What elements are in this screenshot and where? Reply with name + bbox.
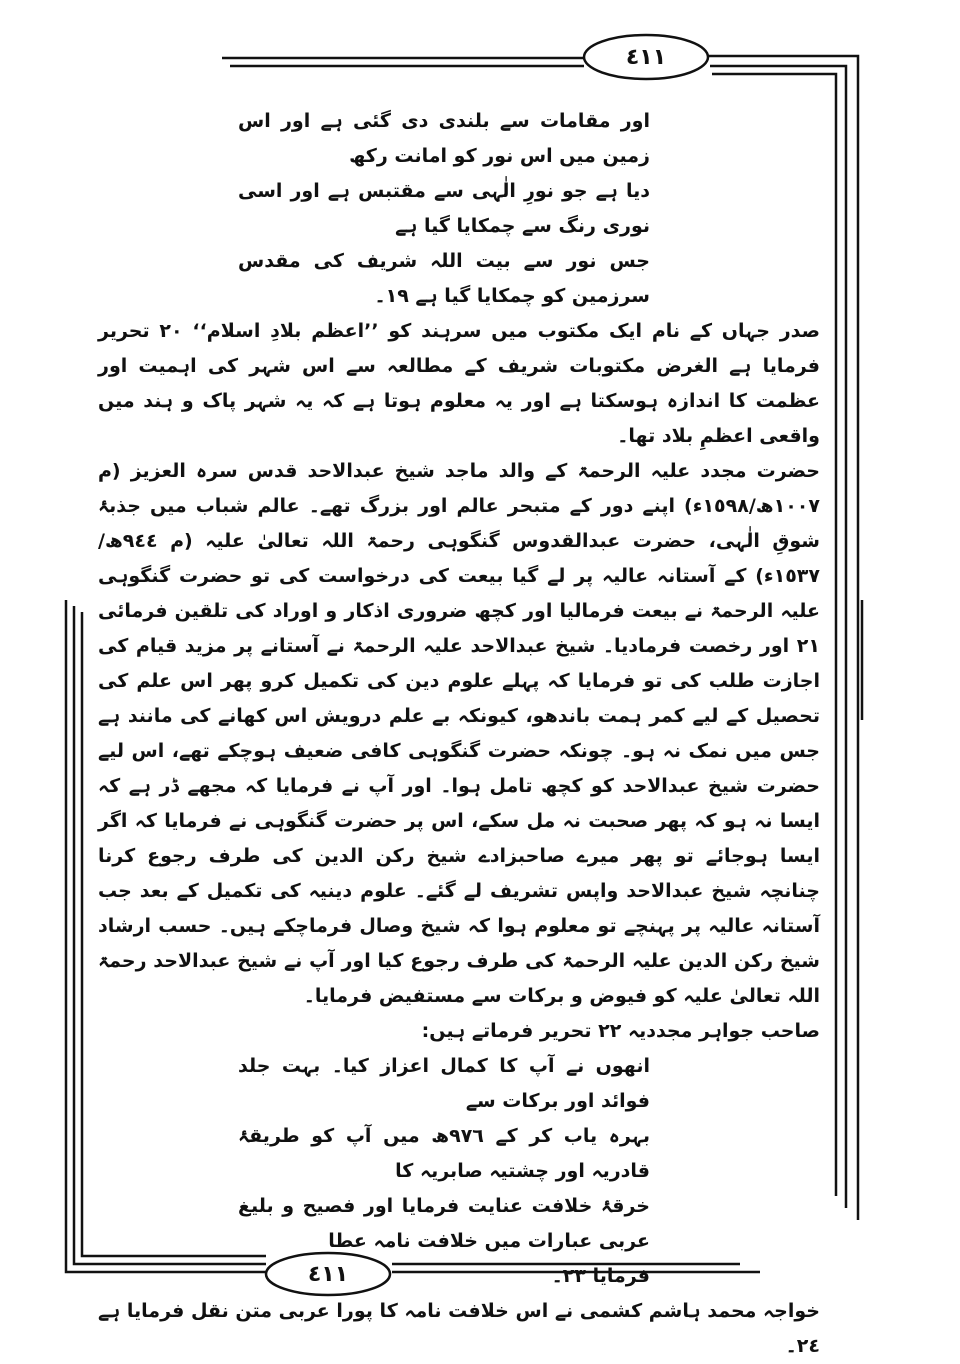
quote-line: انھوں نے آپ کا کمال اعزاز کیا۔ بہت جلد فوائد اور برکات سے xyxy=(238,1055,650,1112)
block-quote-2 xyxy=(238,1049,650,1294)
quote-line: خرقۂ خلافت عنایت فرمایا اور فصیح و بلیغ عربی عبارات میں خلافت نامہ عطا xyxy=(238,1195,650,1252)
quote-line: دیا ہے جو نورِ الٰہی سے مقتبس ہے اور اسی نوری رنگ سے چمکایا گیا ہے xyxy=(238,180,650,237)
quote-line: بہرہ یاب کر کے ٩٧٦ھ میں آپ کو طریقۂ قادریہ اور چشتیہ صابریہ کا xyxy=(238,1125,650,1182)
paragraph: خواجہ محمد ہاشم کشمی نے اس خلافت نامہ کا پورا عربی متن نقل فرمایا ہے ٢٤۔ xyxy=(98,1300,820,1357)
paragraph: صدر جہاں کے نام ایک مکتوب میں سرہند کو ’’اعظم بلادِ اسلام‘‘ ٢٠ تحریر فرمایا ہے الغرض مکتوبات شریف کے مطالعہ سے اس شہر کی اہمیت اور عظمت کا اندازہ ہوسکتا ہے اور یہ معلوم ہوتا ہے کہ یہ شہر پاک و ہند میں واقعی اعظمِ بلاد تھا۔ xyxy=(98,320,820,447)
block-quote-1 xyxy=(238,104,650,314)
paragraph: صاحب جواہر مجددیہ ٢٢ تحریر فرماتے ہیں: xyxy=(421,1020,820,1042)
paragraph: حضرت مجدد علیہ الرحمۃ کے والد ماجد شیخ عبدالاحد قدس سرہ العزیز (م ١٠٠٧ھ/١٥٩٨ء) اپنے دور کے متبحر عالم اور بزرگ تھے۔ عالم شباب میں جذبۂ شوقِ الٰہی، حضرت عبدالقدوس گنگوہی رحمۃ اللہ تعالیٰ علیہ (م ٩٤٤ھ/١٥٣٧ء) کے آستانہ عالیہ پر لے گیا بیعت کی درخواست کی تو حضرت گنگوہی علیہ الرحمۃ نے بیعت فرمالیا اور کچھ ضروری اذکار و اوراد کی تلقین فرمائی ٢١ اور رخصت فرمادیا۔ شیخ عبدالاحد علیہ الرحمۃ نے آستانے پر مزید قیام کی اجازت طلب کی تو فرمایا کہ پہلے علوم دین کی تکمیل کرو پھر اس علم کی تحصیل کے لیے کمر ہمت باندھو، کیونکہ بے علم درویش اس کھانے کی مانند ہے جس میں نمک نہ ہو۔ چونکہ حضرت گنگوہی کافی ضعیف ہوچکے تھے، اس لیے حضرت شیخ عبدالاحد کو کچھ تامل ہوا۔ اور آپ نے فرمایا کہ مجھے ڈر ہے کہ ایسا نہ ہو کہ پھر صحبت نہ مل سکے، اس پر حضرت گنگوہی نے فرمایا کہ اگر ایسا ہوجائے تو پھر میرے صاحبزادے شیخ رکن الدین کی طرف رجوع کرنا چنانچہ شیخ عبدالاحد واپس تشریف لے گئے۔ علوم دینیہ کی تکمیل کے بعد جب آستانہ عالیہ پر پہنچے تو معلوم ہوا کہ شیخ وصال فرماچکے ہیں۔ حسب ارشاد شیخ رکن الدین علیہ الرحمۃ کی طرف رجوع کیا اور آپ نے شیخ عبدالاحد رحمۃ اللہ تعالیٰ علیہ کو فیوض و برکات سے مستفیض فرمایا۔ xyxy=(98,460,821,1007)
page-number-top: ٤١١ xyxy=(625,44,667,70)
page-number-bottom: ٤١١ xyxy=(307,1261,349,1287)
quote-line: اور مقامات سے بلندی دی گئی ہے اور اس زمین میں اس نور کو امانت رکھ xyxy=(238,110,650,167)
quote-line: جس نور سے بیت اللہ شریف کی مقدس سرزمین کو چمکایا گیا ہے ١٩۔ xyxy=(238,250,650,307)
quote-line: فرمایا ٢٣۔ xyxy=(551,1265,650,1287)
main-text-column xyxy=(98,104,820,1364)
